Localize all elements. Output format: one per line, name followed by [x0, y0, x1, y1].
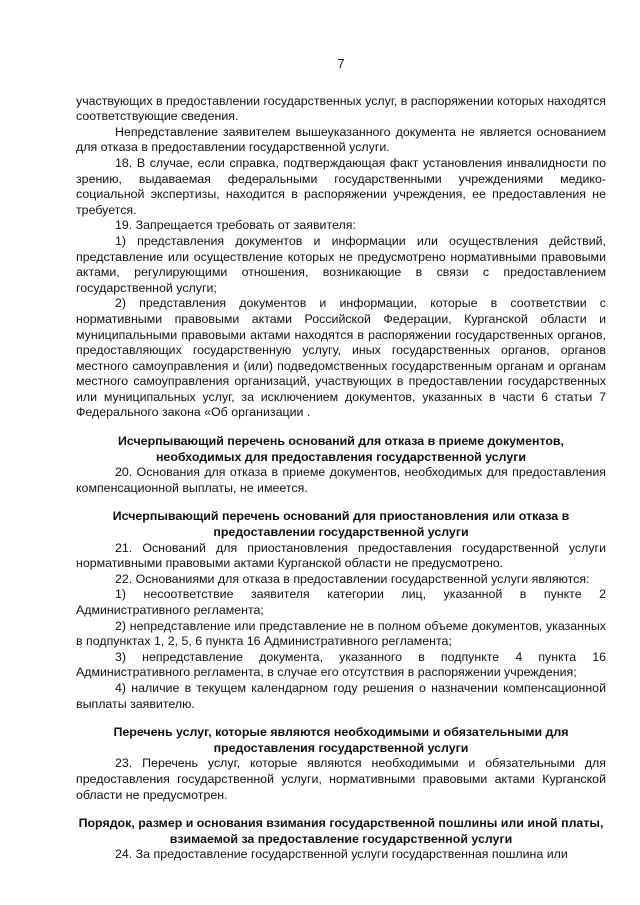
paragraph: 23. Перечень услуг, которые являются необходимыми и обязательными для предоставления государственной услуги, нормативными правовыми актами Курганской области не предусмотрен.: [76, 756, 606, 802]
paragraph: Непредставление заявителем вышеуказанного документа не является основанием для отказа в предоставлении государственной услуги.: [76, 124, 606, 155]
paragraph: 19. Запрещается требовать от заявителя:: [115, 218, 356, 233]
section-heading: Порядок, размер и основания взимания государственной пошлины или иной платы, взимаемой за предоставление государственной услуги: [78, 816, 604, 846]
paragraph: 22. Основаниями для отказа в предоставлении государственной услуги являются:: [115, 571, 590, 586]
section-heading: Исчерпывающий перечень оснований для приостановления или отказа в предоставлении государственной услуги: [112, 509, 570, 540]
paragraph: участвующих в предоставлении государственных услуг, в распоряжении которых находятся соответствующие сведения.: [76, 93, 606, 124]
paragraph: 2) представления документов и информации, которые в соответствии с нормативными правовыми актами Российской Федерации, Курганской области и муниципальными правовыми актами находятся в распоряжении государственных органов, предоставляющих государственную услугу, иных государственных органов, органов местного самоуправления и (или) подведомственных государственным органам и органам местного самоуправления организаций, участвующих в предоставлении государственных или муниципальных услуг, за исключением документов, указанных в части 6 статьи 7 Федерального закона «Об организации .: [76, 296, 606, 420]
paragraph: 4) наличие в текущем календарном году решения о назначении компенсационной выплаты заявителю.: [76, 680, 606, 711]
paragraph: 20. Основания для отказа в приеме документов, необходимых для предоставления компенсационной выплаты, не имеется.: [76, 465, 606, 495]
paragraph: 18. В случае, если справка, подтверждающая факт установления инвалидности по зрению, выдаваемая федеральными государственными учреждениями медико-социальной экспертизы, находится в распоряжении учреждения, ее предоставления не требуется.: [76, 155, 606, 217]
paragraph: 1) представления документов и информации или осуществления действий, представление или осуществление которых не предусмотрено нормативными правовыми актами, регулирующими отношения, возникающие в связи с предоставлением государственной услуги;: [76, 233, 606, 295]
page-number: 7: [337, 56, 345, 71]
spacer: [76, 712, 606, 725]
paragraph: 1) несоответствие заявителя категории лиц, указанной в пункте 2 Административного регламента;: [76, 587, 606, 617]
paragraph: 2) непредставление или представление не в полном объеме документов, указанных в подпунктах 1, 2, 5, 6 пункта 16 Административного регламента;: [76, 618, 606, 649]
paragraph: 24. За предоставление государственной услуги государственная пошлина или: [115, 847, 568, 862]
section-heading: Перечень услуг, которые являются необходимыми и обязательными для предоставления государственной услуги: [113, 725, 569, 755]
paragraph: 21. Оснований для приостановления предоставления государственной услуги нормативными правовыми актами Курганской области не предусмотрено.: [76, 540, 606, 571]
spacer: [76, 496, 606, 509]
spacer: [76, 421, 606, 434]
section-heading: Исчерпывающий перечень оснований для отказа в приеме документов, необходимых для предоставления государственной услуги: [118, 434, 564, 464]
paragraph: 3) непредставление документа, указанного в подпункте 4 пункта 16 Административного регламента, в случае его отсутствия в распоряжении учреждения;: [76, 649, 606, 680]
spacer: [76, 803, 606, 816]
